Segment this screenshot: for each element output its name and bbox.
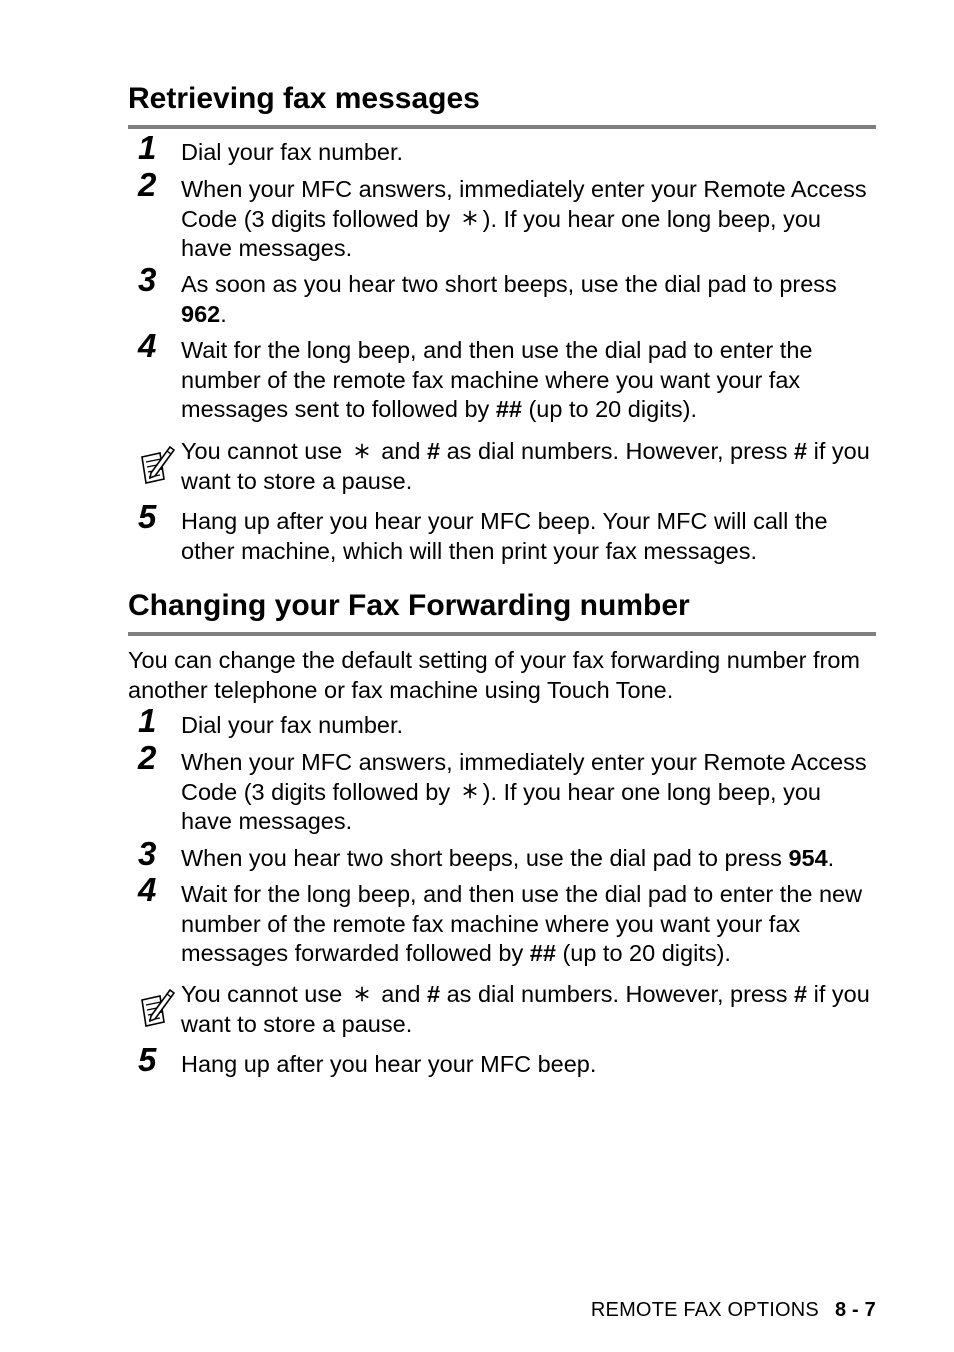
star-key-icon [349, 980, 375, 1010]
step-number: 4 [138, 871, 157, 908]
step-text: Dial your fax number. [181, 139, 404, 165]
star-key-icon [457, 205, 483, 235]
page-footer [591, 1299, 876, 1322]
step-number: 3 [138, 261, 157, 298]
step-text: When your MFC answers, immediately enter your Remote Access Code (3 digits followed by ). If you hear one long beep, you have messages. [181, 749, 867, 834]
key-code: 962 [181, 300, 221, 327]
step-number: 1 [138, 702, 157, 739]
step-text: When your MFC answers, immediately enter your Remote Access Code (3 digits followed by ). If you hear one long beep, you have messages. [181, 176, 867, 261]
step-number: 4 [138, 327, 157, 364]
step-number: 1 [138, 129, 157, 166]
note-pencil-icon [136, 986, 176, 1030]
step-number: 2 [138, 166, 157, 203]
step-number: 5 [138, 1041, 157, 1078]
step-text: Hang up after you hear your MFC beep. [181, 1051, 597, 1077]
step-text: As soon as you hear two short beeps, use the dial pad to press 962. [181, 271, 837, 327]
section-title-changing: Changing your Fax Forwarding number [128, 588, 876, 636]
key-code: 954 [788, 845, 828, 871]
note-text: You cannot use and # as dial numbers. However, press # if you want to store a pause. [181, 981, 870, 1037]
star-key-icon [349, 437, 375, 467]
note-text: You cannot use and # as dial numbers. However, press # if you want to store a pause. [181, 438, 870, 494]
step-text: When you hear two short beeps, use the dial pad to press 954. [181, 845, 835, 871]
step-number: 5 [138, 498, 157, 535]
chapter-name: REMOTE FAX OPTIONS [590, 1299, 819, 1321]
step-text: Wait for the long beep, and then use the dial pad to enter the new number of the remote fax machine where you want your fax messages forwarded followed by ## (up to 20 digits). [181, 881, 863, 966]
intro-paragraph: You can change the default setting of your fax forwarding number from another telephone or fax machine using Touch Tone. [128, 647, 860, 703]
step-number: 3 [138, 835, 157, 872]
step-text: Hang up after you hear your MFC beep. Your MFC will call the other machine, which will then print your fax messages. [181, 508, 828, 564]
section-title-retrieving: Retrieving fax messages [128, 81, 876, 129]
key-code: ## [529, 940, 556, 966]
step-text: Wait for the long beep, and then use the dial pad to enter the number of the remote fax machine where you want your fax messages sent to followed by ## (up to 20 digits). [181, 337, 813, 422]
step-text: Dial your fax number. [181, 712, 404, 738]
page-number: 8 - 7 [834, 1299, 876, 1321]
step-number: 2 [138, 739, 157, 776]
key-code: ## [495, 396, 522, 422]
star-key-icon [457, 778, 483, 808]
note-pencil-icon [136, 443, 176, 487]
